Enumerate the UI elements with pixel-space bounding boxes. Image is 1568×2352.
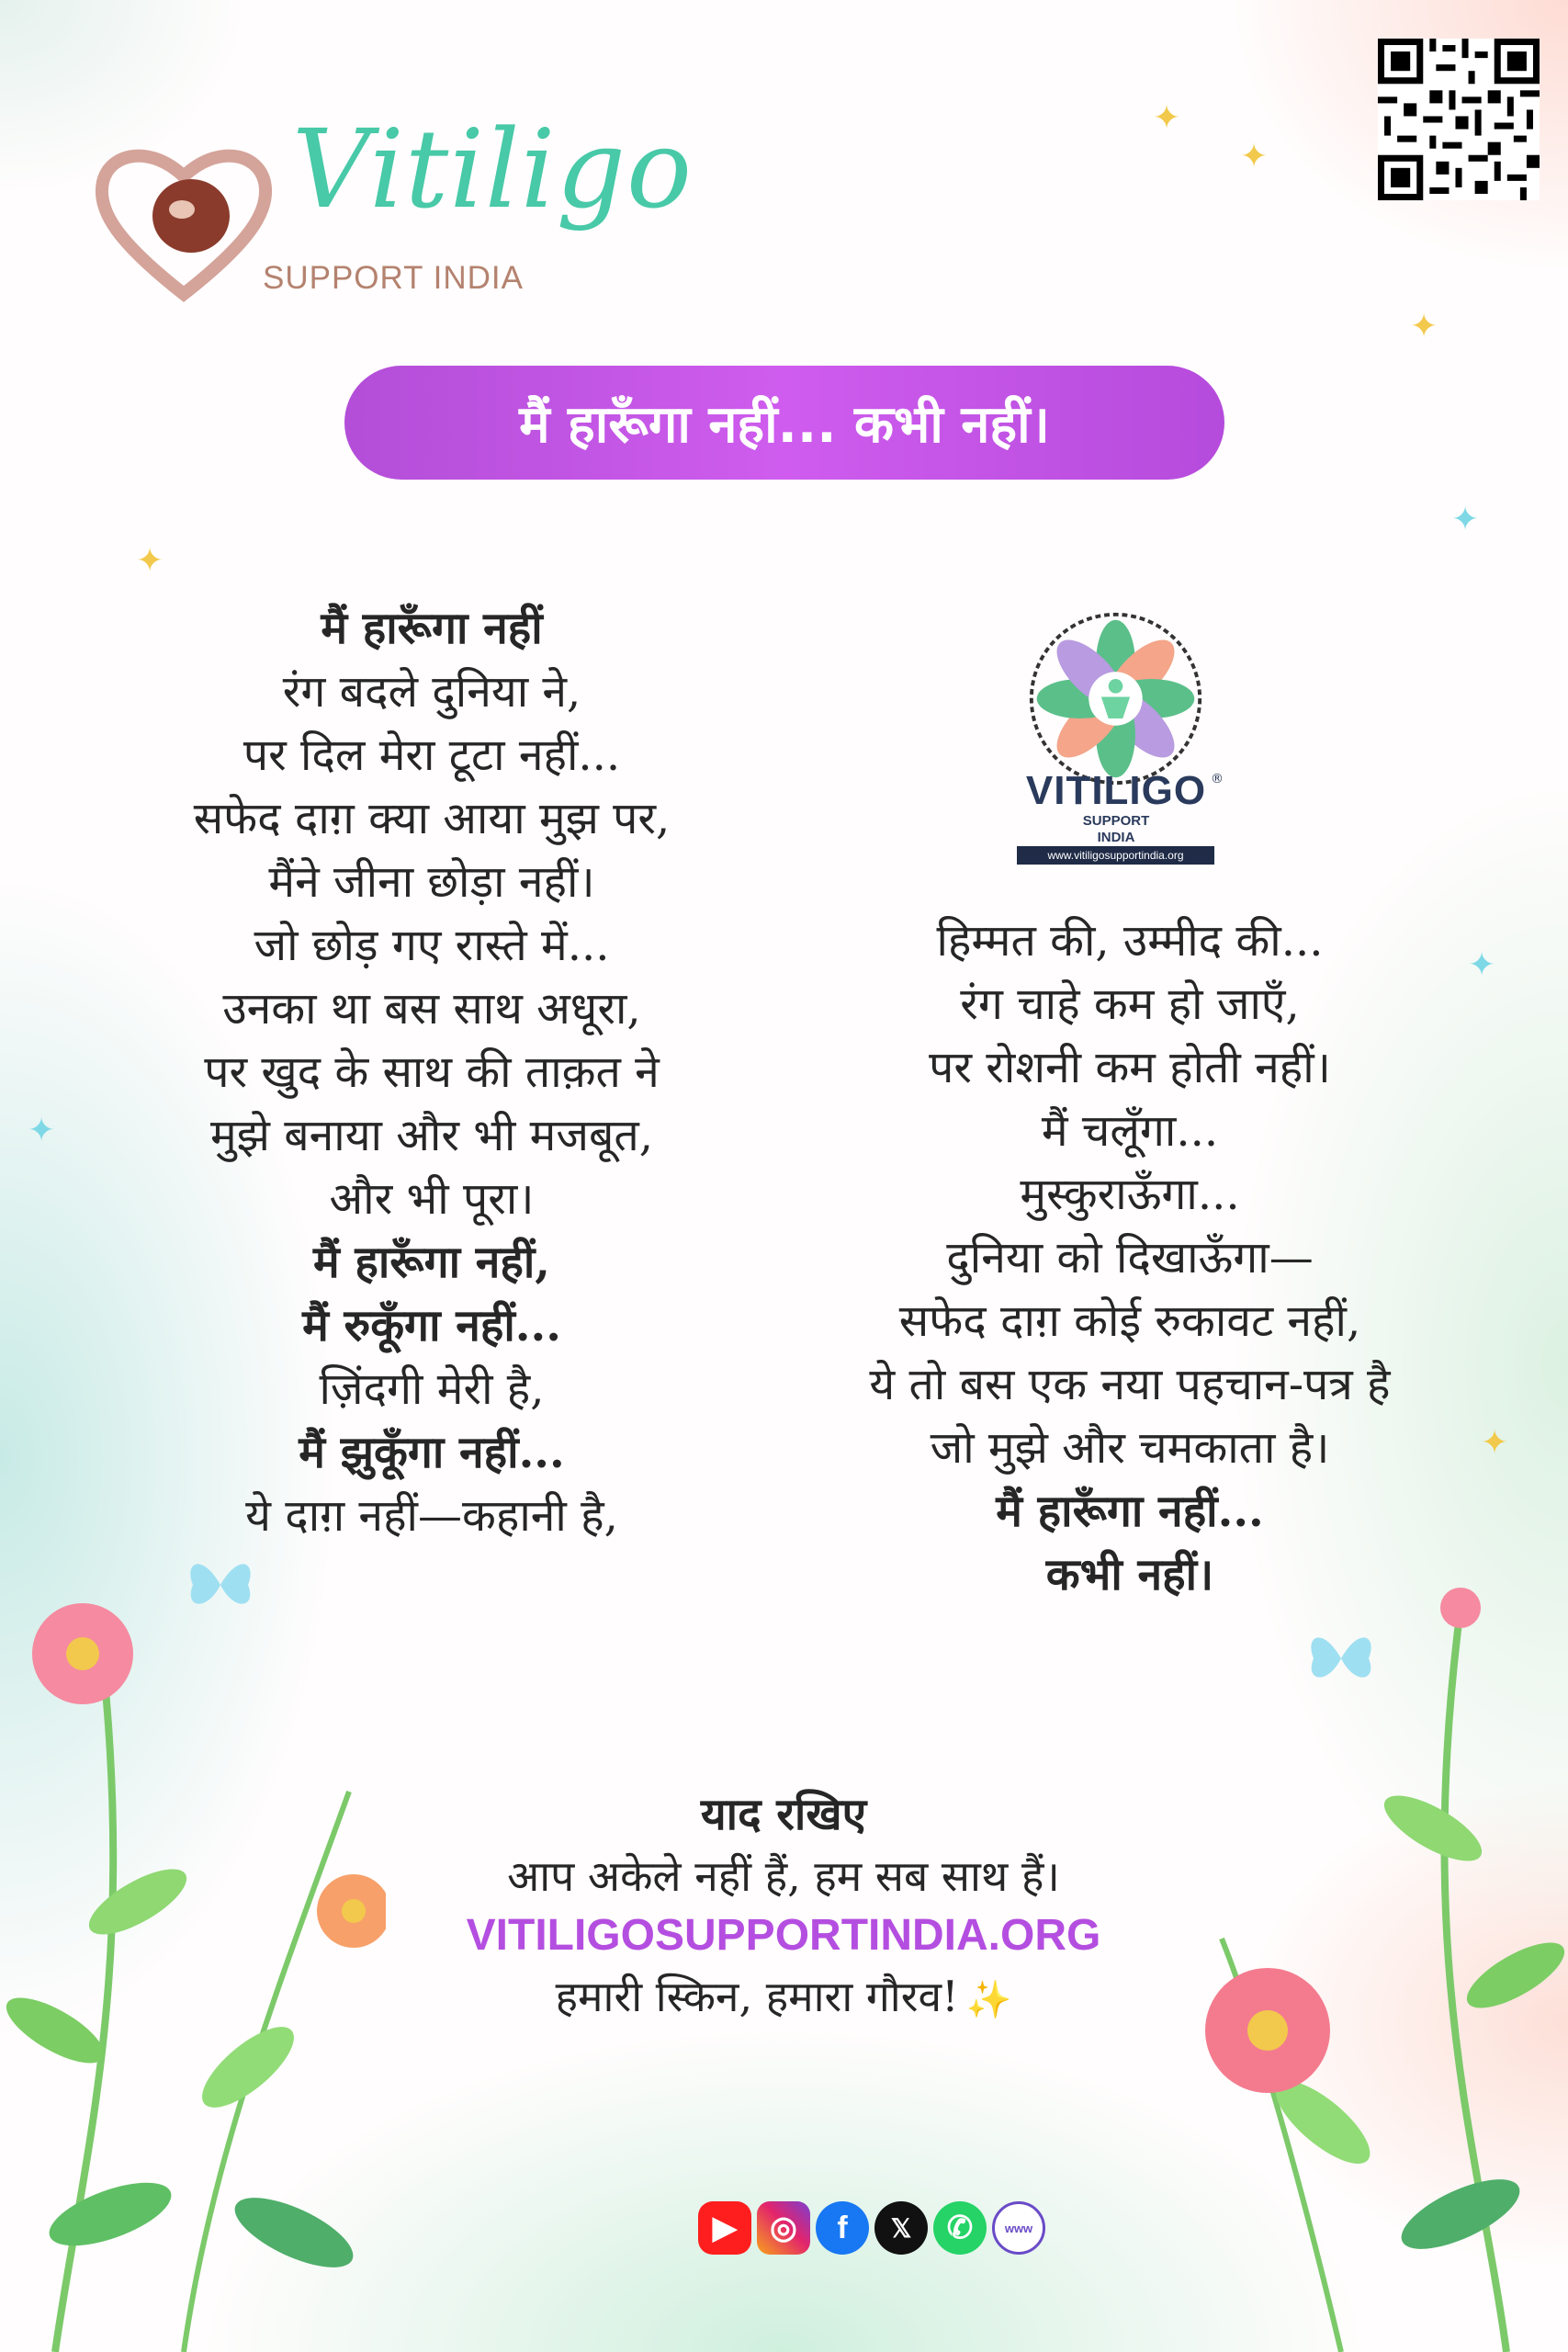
poem-line: पर खुद के साथ की ताक़त ने [204, 1046, 660, 1098]
mandala-url[interactable]: www.vitiligosupportindia.org [1017, 846, 1214, 865]
website-icon[interactable]: www [992, 2201, 1045, 2255]
title-banner [344, 366, 1224, 480]
mandala-brand-word: VITILIGO [1025, 768, 1207, 813]
poem-line: जो मुझे और चमकाता है। [930, 1422, 1330, 1474]
registered-mark: ® [1211, 772, 1224, 786]
mandala-sub-support: SUPPORT [1082, 813, 1150, 829]
footer-pride-line [324, 1966, 1243, 2030]
poem-line: सफेद दाग़ क्या आया मुझ पर, [193, 793, 671, 844]
sparkle-icon: ✦ [1481, 1424, 1509, 1462]
social-icons-row [698, 2201, 1045, 2255]
poem-line: मैं हारूँगा नहीं... [996, 1486, 1264, 1537]
brand-tagline: SUPPORT INDIA [263, 260, 524, 296]
butterfly-icon [184, 1553, 257, 1617]
poem-line: मुझे बनाया और भी मजबूत, [209, 1110, 654, 1161]
poem-line: पर रोशनी कम होती नहीं। [929, 1042, 1331, 1093]
poem-line: जो छोड़ गए रास्ते में... [254, 920, 610, 971]
whatsapp-icon[interactable]: ✆ [933, 2201, 987, 2255]
butterfly-icon [1304, 1626, 1378, 1690]
poem-line: मैं हारूँगा नहीं [321, 603, 543, 654]
poem-line: मैं रुकूँगा नहीं... [302, 1300, 561, 1351]
brand-name: Vitiligo [292, 106, 694, 232]
poem-line: पर दिल मेरा टूटा नहीं... [243, 729, 621, 781]
poster-title: मैं हारूँगा नहीं... कभी नहीं। [519, 395, 1050, 455]
mandala-logo-icon [1026, 609, 1205, 788]
sparkle-icon: ✦ [28, 1112, 56, 1149]
poem-right-column [799, 910, 1461, 1607]
poem-line: मुस्कुराऊँगा... [1020, 1169, 1240, 1220]
poem-line: ज़िंदगी मेरी है, [319, 1363, 545, 1415]
poem-line: ये दाग़ नहीं—कहानी है, [245, 1490, 618, 1542]
sparkle-icon: ✦ [1451, 501, 1480, 538]
poem-line: दुनिया को दिखाऊँगा— [946, 1232, 1314, 1283]
poem-line: हिम्मत की, उम्मीद की... [936, 915, 1324, 967]
sparkles-icon: ✨ [965, 1979, 1012, 2021]
footer-message: आप अकेले नहीं हैं, हम सब साथ हैं। [507, 1851, 1060, 1901]
x-icon[interactable]: 𝕏 [874, 2201, 928, 2255]
poem-line: रंग चाहे कम हो जाएँ, [960, 978, 1300, 1030]
poem-line: सफेद दाग़ कोई रुकावट नहीं, [898, 1295, 1361, 1347]
poem-line: मैं हारूँगा नहीं, [312, 1237, 551, 1288]
sparkle-icon: ✦ [1240, 138, 1269, 175]
qr-code-icon[interactable] [1378, 39, 1540, 200]
youtube-icon[interactable]: ▶ [698, 2201, 751, 2255]
poem-line: मैं झुकूँगा नहीं... [299, 1427, 565, 1478]
poem-line: ये तो बस एक नया पहचान-पत्र है [869, 1359, 1391, 1410]
poem-left-column [115, 597, 749, 1548]
footer-pride-text: हमारी स्किन, हमारा गौरव! [555, 1972, 959, 2021]
poem-line: उनका था बस साथ अधूरा, [222, 983, 641, 1035]
footer-heading: याद रखिए [700, 1789, 867, 1840]
mandala-sub-india: INDIA [1097, 830, 1135, 845]
poem-line: मैंने जीना छोड़ा नहीं। [268, 856, 595, 908]
facebook-icon[interactable]: f [816, 2201, 869, 2255]
instagram-icon[interactable]: ◎ [757, 2201, 810, 2255]
sparkle-icon: ✦ [1153, 99, 1181, 137]
heart-logo-icon [92, 138, 276, 303]
footer-website-link[interactable]: VITILIGOSUPPORTINDIA.ORG [466, 1911, 1101, 1960]
poem-line: मैं चलूँगा... [1041, 1105, 1219, 1157]
sparkle-icon: ✦ [136, 542, 164, 580]
poem-line: कभी नहीं। [1045, 1549, 1214, 1600]
sparkle-icon: ✦ [1468, 946, 1496, 984]
poem-line: रंग बदले दुनिया ने, [282, 666, 581, 718]
sparkle-icon: ✦ [1410, 308, 1438, 345]
poem-line: और भी पूरा। [329, 1173, 535, 1225]
mandala-brand-sub [1015, 813, 1217, 846]
footer-block [324, 1782, 1243, 2030]
